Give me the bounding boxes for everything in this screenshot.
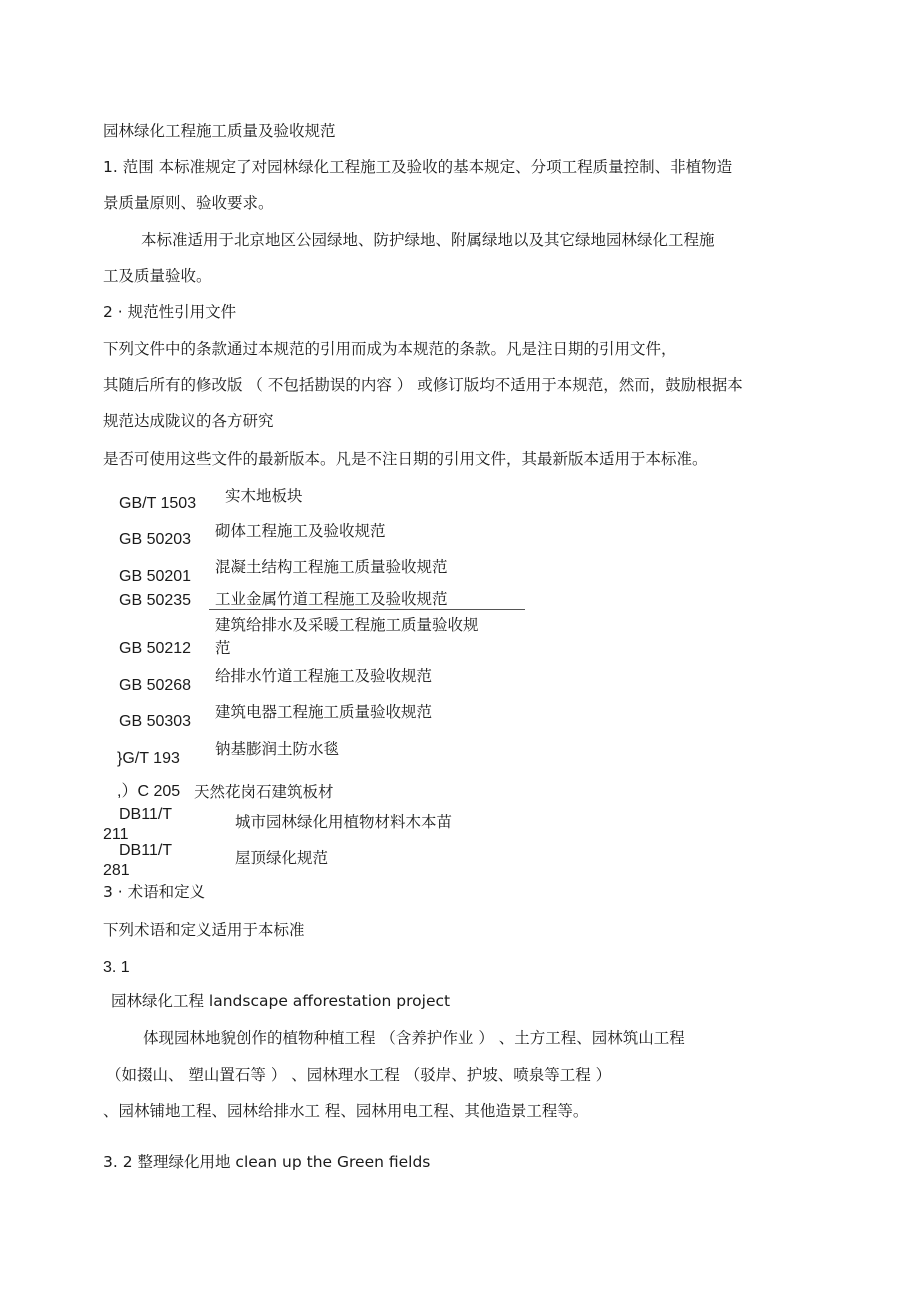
ref-name: 混凝土结构工程施工质量验收规范 (215, 558, 448, 576)
ref-code: GB 50303 (119, 713, 192, 730)
ref-name: 砌体工程施工及验收规范 (215, 522, 386, 540)
document-title: 园林绿化工程施工质量及验收规范 (103, 122, 336, 140)
ref-code: 211 (103, 826, 129, 843)
section-2-text-line-3: 规范达成陇议的各方研究 (103, 412, 274, 430)
ref-code: GB 50212 (119, 640, 192, 657)
ref-code: 281 (103, 862, 130, 879)
ref-code: DB11/T (119, 842, 173, 859)
ref-code: ,）C 205 (117, 783, 181, 800)
section-3-1-number: 3. 1 (103, 959, 130, 976)
ref-name: 天然花岗石建筑板材 (194, 783, 334, 801)
ref-code: GB 50235 (119, 592, 192, 609)
section-3-2-term: 3. 2 整理绿化用地 clean up the Green fields (103, 1153, 431, 1171)
ref-name: 工业金属竹道工程施工及验收规范 (215, 590, 448, 608)
section-3-heading: 3 · 术语和定义 (103, 883, 206, 901)
ref-code: GB 50201 (119, 568, 192, 585)
ref-name: 建筑电器工程施工质量验收规范 (215, 703, 433, 721)
ref-name: 建筑给排水及采暖工程施工质量验收规 (215, 616, 479, 634)
ref-name: 屋顶绿化规范 (235, 849, 329, 867)
ref-code: GB/T 1503 (119, 495, 197, 512)
section-3-1-definition-line-2: （如掇山、 塑山置石等 ） 、园林理水工程 （驳岸、护坡、喷泉等工程 ） (106, 1066, 612, 1084)
scope-paragraph-2-line-2: 工及质量验收。 (103, 267, 212, 285)
section-3-1-definition-line-1: 体现园林地貌创作的植物种植工程 （含养护作业 ） 、土方工程、园林筑山工程 (143, 1029, 685, 1047)
scope-text-line-1: 1. 范围 本标准规定了对园林绿化工程施工及验收的基本规定、分项工程质量控制、非植物造 (103, 158, 733, 176)
ref-code: DB11/T (119, 806, 173, 823)
ref-code: GB 50203 (119, 531, 192, 548)
ref-code: GB 50268 (119, 677, 192, 694)
section-2-text-line-2: 其随后所有的修改版 （ 不包括勘误的内容 ） 或修订版均不适用于本规范，然而，鼓励根据本 (103, 376, 743, 394)
ref-name: 给排水竹道工程施工及验收规范 (215, 667, 433, 685)
scope-paragraph-2-line-1: 本标准适用于北京地区公园绿地、防护绿地、附属绿地以及其它绿地园林绿化工程施 (141, 231, 715, 249)
section-2-heading: 2 · 规范性引用文件 (103, 303, 237, 321)
section-3-intro: 下列术语和定义适用于本标准 (103, 921, 305, 939)
ref-name: 城市园林绿化用植物材料木本苗 (235, 813, 453, 831)
section-2-text-line-1: 下列文件中的条款通过本规范的引用而成为本规范的条款。凡是注日期的引用文件， (103, 340, 677, 358)
ref-name: 钠基膨润土防水毯 (215, 740, 340, 758)
divider-line (209, 609, 525, 610)
section-3-1-definition-line-3: 、园林铺地工程、园林给排水工 程、园林用电工程、其他造景工程等。 (103, 1102, 589, 1120)
section-2-text-line-4: 是否可使用这些文件的最新版本。凡是不注日期的引用文件，其最新版本适用于本标准。 (103, 450, 708, 468)
ref-code: }G/T 193 (117, 750, 180, 767)
ref-name: 实木地板块 (225, 487, 303, 505)
ref-name: 范 (215, 639, 231, 657)
section-3-1-term: 园林绿化工程 landscape afforestation project (111, 992, 451, 1010)
scope-text-line-2: 景质量原则、验收要求。 (103, 194, 274, 212)
